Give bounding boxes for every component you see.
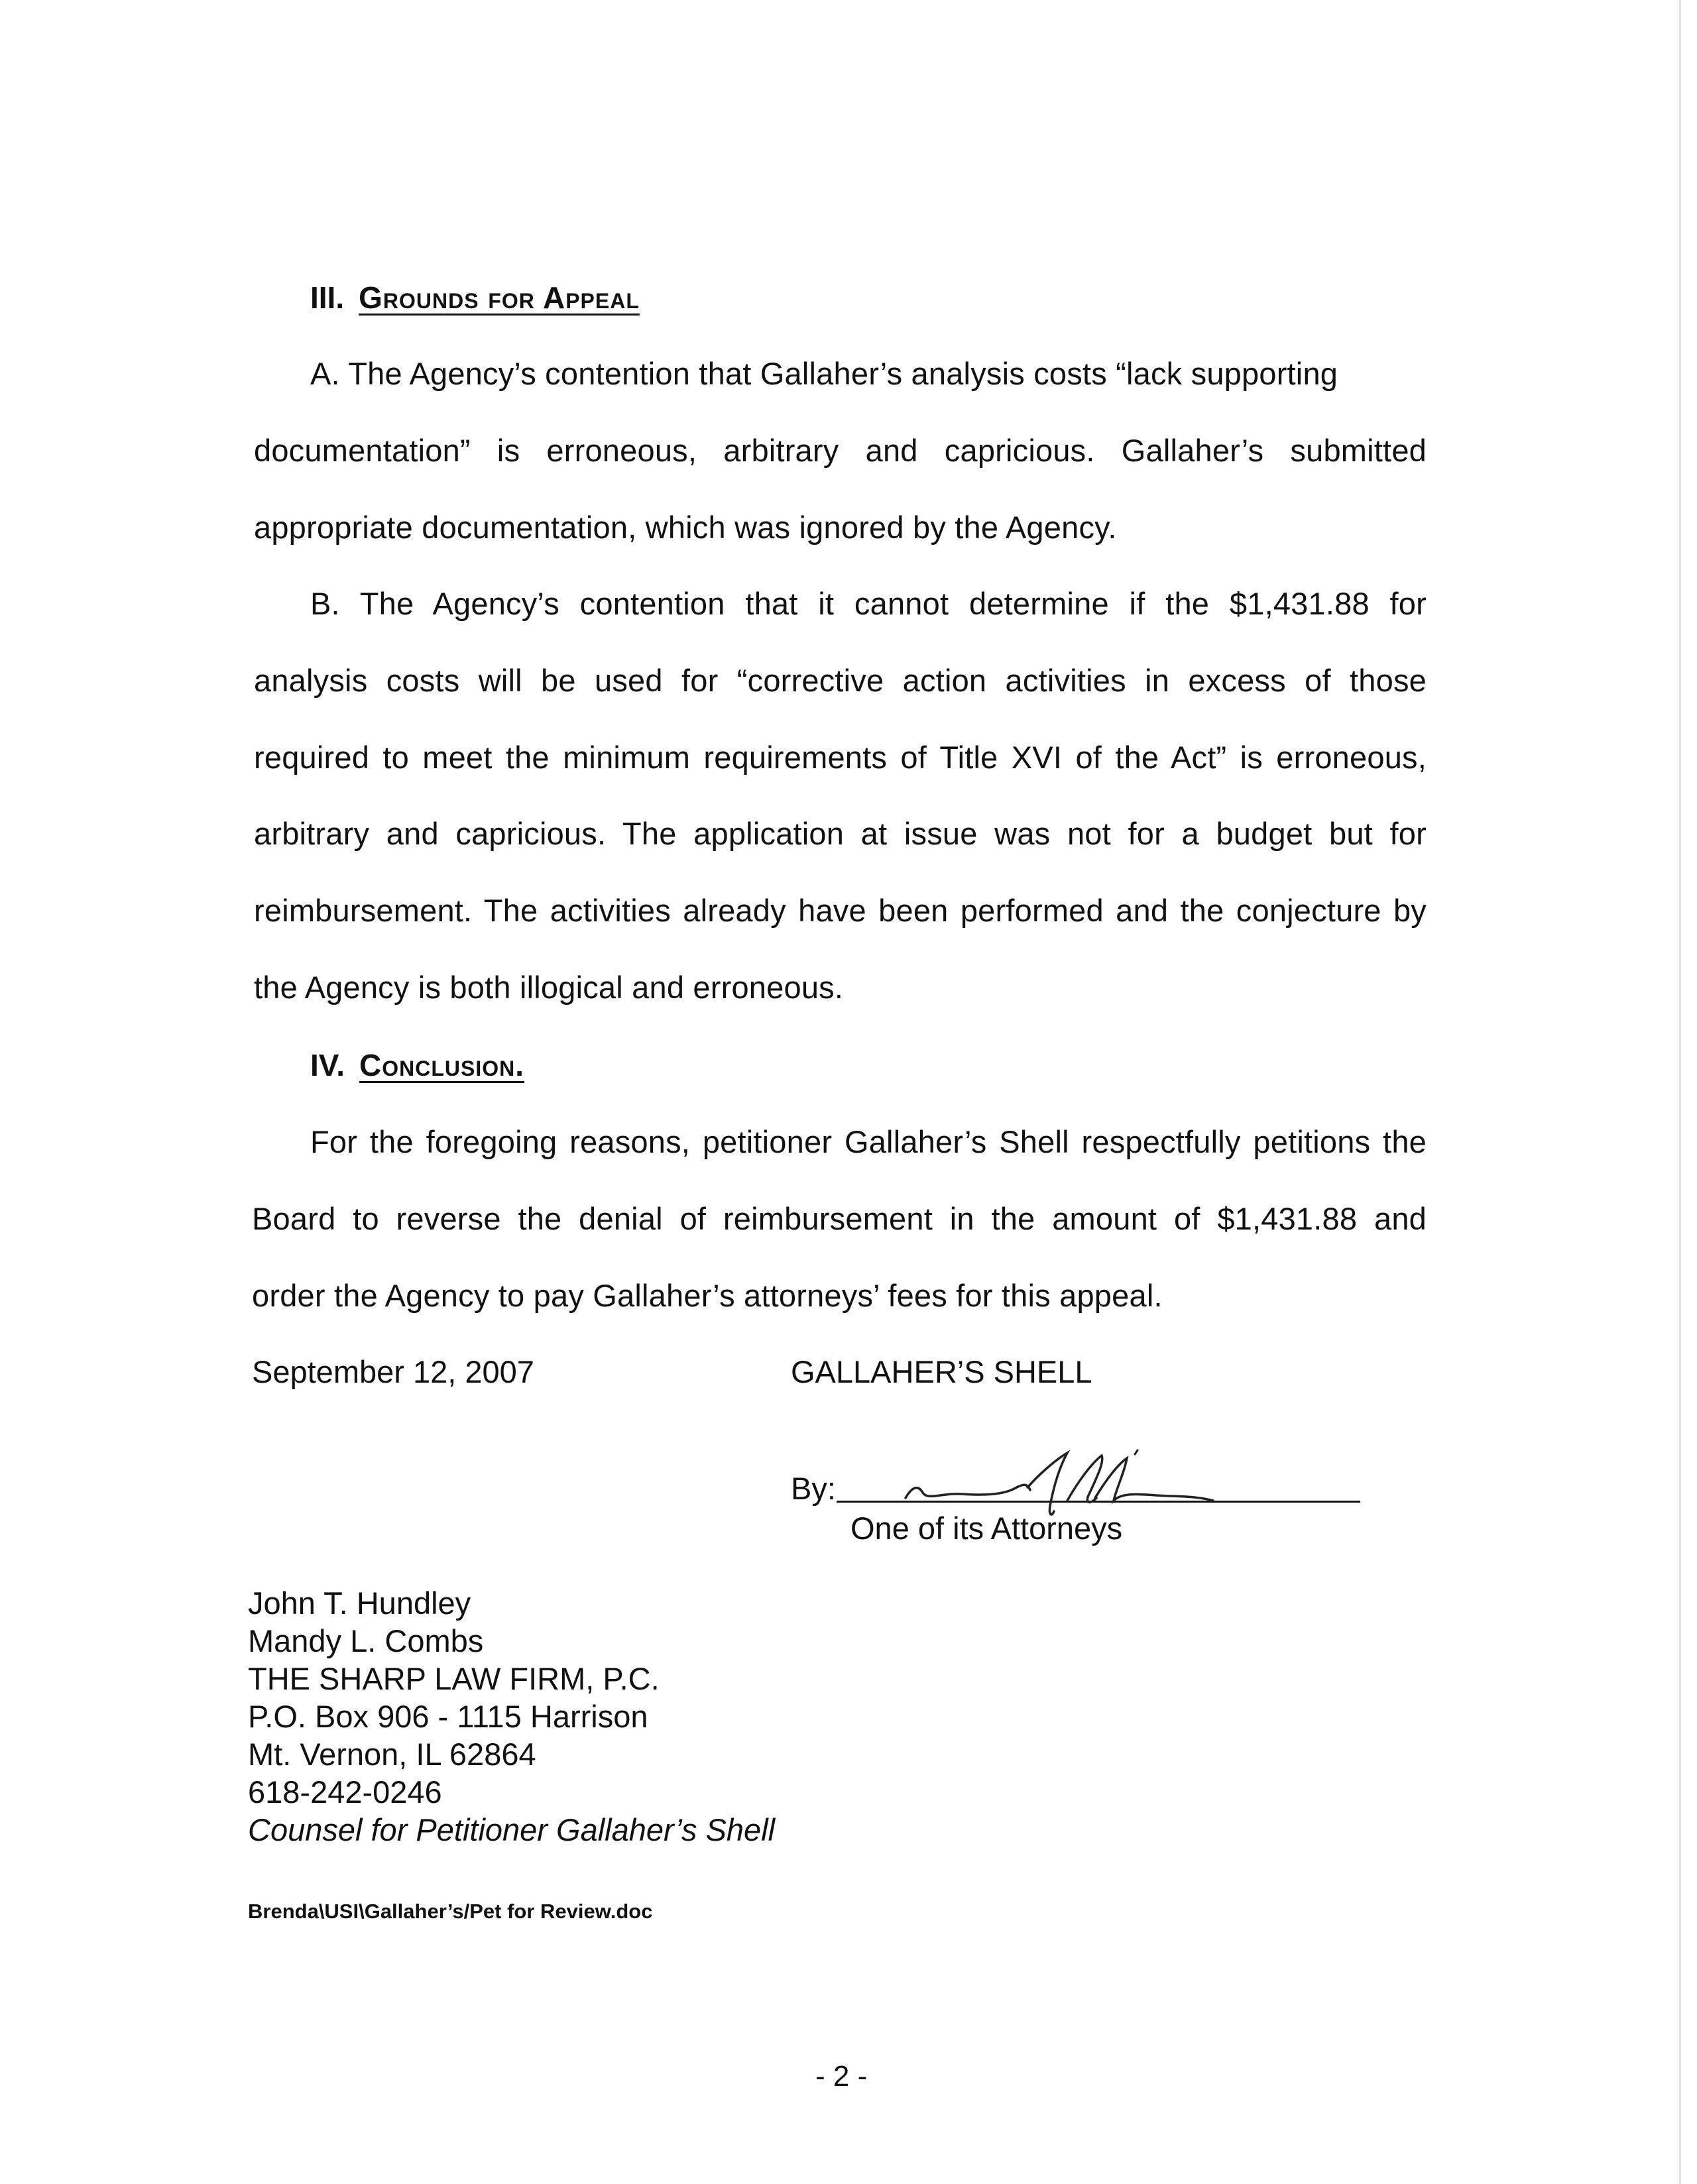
section-3-title: Grounds for Appeal <box>359 280 640 315</box>
para-a-line-2: documentation” is erroneous, arbitrary and capricious. Gallaher’s submitted <box>254 433 1427 468</box>
counsel-address-block <box>248 1584 775 1849</box>
para-b-line-1: B. The Agency’s contention that it cannot determine if the $1,431.88 for <box>310 586 1427 621</box>
signature-party: GALLAHER’S SHELL <box>791 1354 1092 1389</box>
counsel-line-2: Mandy L. Combs <box>248 1623 484 1658</box>
page-number: - 2 - <box>815 2060 868 2093</box>
counsel-line-1: John T. Hundley <box>248 1585 471 1621</box>
section-4-heading <box>310 1047 524 1083</box>
conclusion-line-1: For the foregoing reasons, petitioner Gallaher’s Shell respectfully petitions the <box>310 1124 1427 1159</box>
counsel-role: Counsel for Petitioner Gallaher’s Shell <box>248 1812 776 1847</box>
signature-by-label: By: <box>791 1471 836 1506</box>
scan-edge-line <box>1679 0 1681 2184</box>
para-b-line-2: analysis costs will be used for “corrective action activities in excess of those <box>254 663 1427 698</box>
para-b-line-5: reimbursement. The activities already have been performed and the conjecture by <box>254 893 1427 928</box>
section-3-heading <box>310 280 640 316</box>
para-b-line-3: required to meet the minimum requirements of Title XVI of the Act” is erroneous, <box>254 740 1427 775</box>
conclusion-line-3: order the Agency to pay Gallaher’s attorneys’ fees for this appeal. <box>252 1278 1163 1313</box>
counsel-line-5: Mt. Vernon, IL 62864 <box>248 1737 536 1772</box>
counsel-line-4: P.O. Box 906 - 1115 Harrison <box>248 1699 648 1734</box>
para-b-line-6: the Agency is both illogical and erroneous. <box>254 970 844 1005</box>
document-file-path: Brenda\USI\Gallaher’s/Pet for Review.doc <box>248 1900 653 1923</box>
counsel-line-6: 618-242-0246 <box>248 1774 442 1810</box>
section-3-number: III. <box>310 280 345 315</box>
signature-date: September 12, 2007 <box>252 1354 534 1389</box>
section-4-number: IV. <box>310 1048 345 1082</box>
para-a-line-1: A. The Agency’s contention that Gallaher’s analysis costs “lack supporting <box>310 356 1338 391</box>
conclusion-line-2: Board to reverse the denial of reimbursement in the amount of $1,431.88 and <box>252 1201 1427 1236</box>
para-a-line-3: appropriate documentation, which was ignored by the Agency. <box>254 510 1117 545</box>
section-4-title: Conclusion. <box>359 1048 525 1082</box>
counsel-line-3: THE SHARP LAW FIRM, P.C. <box>248 1661 660 1696</box>
signature-caption: One of its Attorneys <box>850 1511 1123 1546</box>
para-b-line-4: arbitrary and capricious. The application at issue was not for a budget but for <box>254 816 1427 851</box>
